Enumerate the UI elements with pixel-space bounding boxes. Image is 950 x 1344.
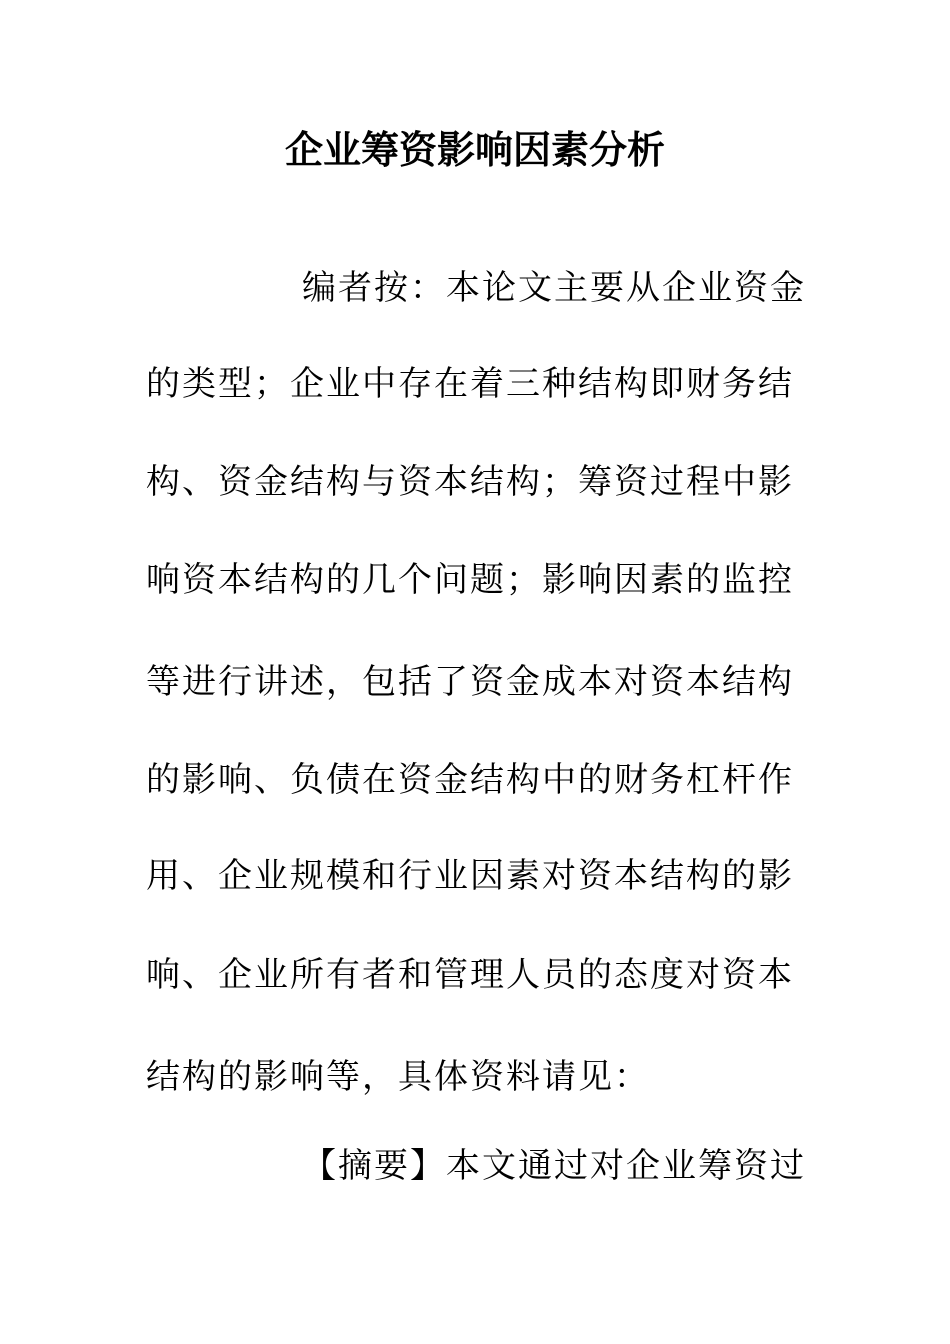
paragraph-line-5: 等进行讲述，包括了资金成本对资本结构	[146, 662, 794, 702]
paragraph-line-7: 用、企业规模和行业因素对资本结构的影	[146, 856, 794, 896]
abstract-line-1: 【摘要】本文通过对企业筹资过	[302, 1146, 806, 1186]
paragraph-line-2: 的类型；企业中存在着三种结构即财务结	[146, 364, 794, 404]
document-title: 企业筹资影响因素分析	[284, 128, 665, 172]
paragraph-line-8: 响、企业所有者和管理人员的态度对资本	[146, 955, 794, 995]
paragraph-line-6: 的影响、负债在资金结构中的财务杠杆作	[146, 760, 794, 800]
paragraph-line-9: 结构的影响等，具体资料请见：	[146, 1057, 650, 1097]
paragraph-line-3: 构、资金结构与资本结构；筹资过程中影	[146, 462, 794, 502]
paragraph-line-4: 响资本结构的几个问题；影响因素的监控	[146, 560, 794, 600]
paragraph-line-1: 编者按：本论文主要从企业资金	[302, 268, 806, 308]
